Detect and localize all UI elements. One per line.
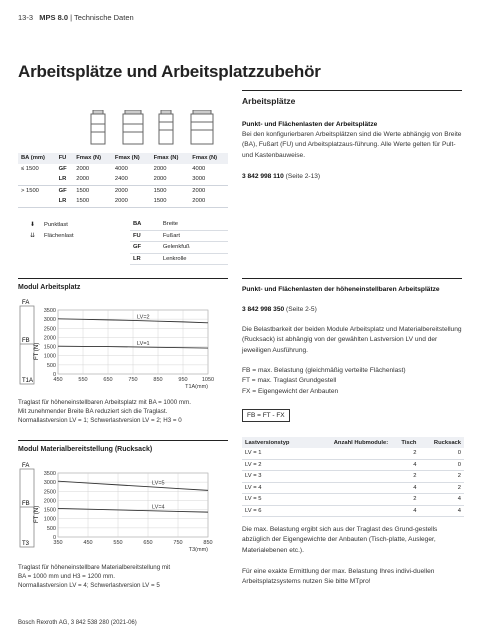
ylabel: FT (N) <box>34 342 40 360</box>
cell <box>310 505 391 517</box>
cell: 2 <box>419 471 464 483</box>
y-tick-label: 3000 <box>43 480 56 487</box>
x-tick-label: 750 <box>173 540 183 546</box>
y-tick-label: 3500 <box>43 308 56 314</box>
legend-label: Punktlast <box>44 222 68 228</box>
cell: 2000 <box>151 174 190 185</box>
cell: Fußart <box>160 230 228 242</box>
x-tick-label: 850 <box>153 377 163 383</box>
caption-line: Normallastversion LV = 4; Schwerlastversion LV = 5 <box>18 582 160 589</box>
cell: 2000 <box>112 196 151 207</box>
y-tick-label: 0 <box>52 372 56 378</box>
table-row <box>242 494 464 506</box>
cell: 2000 <box>153 165 167 172</box>
cell: 1500 <box>153 187 167 194</box>
label-t1a: T1A <box>22 378 34 384</box>
col-header: FU <box>56 153 74 164</box>
caption-line: Traglast für höheneinstellbaren Arbeitsplatz mit BA = 1000 mm. <box>18 399 191 406</box>
col-header: Lastversionstyp <box>242 437 310 448</box>
cell: Lenkrolle <box>160 253 228 265</box>
cell: 4 <box>391 482 419 494</box>
heading-modul-arbeitsplatz: Modul Arbeitsplatz <box>18 284 81 291</box>
col-header: Fmax (N) <box>73 153 112 164</box>
caption-line: Mit zunehmender Breite BA reduziert sich die Traglast. <box>18 408 168 415</box>
reference-number: 3 842 998 350 <box>242 306 285 313</box>
x-axis-label: T1A(mm) <box>185 384 208 390</box>
y-tick-label: 2000 <box>43 498 56 505</box>
cell: FU <box>130 230 160 242</box>
table-row <box>242 471 464 483</box>
series-label: LV=4 <box>152 504 165 511</box>
col-header: Rucksack <box>419 437 464 448</box>
y-tick-label: 1500 <box>43 507 56 514</box>
x-tick-label: 850 <box>203 540 213 546</box>
cell <box>310 494 391 506</box>
chart-2 <box>18 459 228 559</box>
page-number: 13-3 <box>18 13 34 22</box>
cell: 3000 <box>189 174 228 185</box>
cell: 4000 <box>114 165 128 172</box>
reference-number: 3 842 998 110 <box>242 173 284 180</box>
formula-box: FB = FT - FX <box>242 409 290 422</box>
section-heading-arbeitsplaetze: Arbeitsplätze <box>242 96 296 106</box>
cell: ≤ 1500 <box>21 165 39 172</box>
table-row <box>130 219 228 230</box>
cell: 2400 <box>112 174 151 185</box>
divider <box>242 90 462 91</box>
table-row <box>18 174 228 185</box>
x-tick-label: 450 <box>53 377 63 383</box>
cell <box>310 448 391 459</box>
cell: 4 <box>391 459 419 471</box>
cell: LR <box>56 196 74 207</box>
cell: LV = 3 <box>242 471 310 483</box>
legend-table <box>130 219 228 265</box>
cell: 4 <box>391 505 419 517</box>
y-tick-label: 2500 <box>43 489 56 496</box>
chart-1 <box>18 296 228 396</box>
point-load-icon: ⬇ <box>30 222 35 228</box>
cell: GF <box>58 165 67 172</box>
y-tick-label: 2500 <box>43 326 56 333</box>
reference-line-2 <box>242 305 317 315</box>
reference-page: (Seite 2-13) <box>285 173 321 180</box>
cell <box>18 174 56 185</box>
divider <box>18 278 228 279</box>
caption-modul1 <box>18 398 191 425</box>
workstation-icon-1 <box>91 110 105 144</box>
reference-page: (Seite 2-5) <box>286 306 317 313</box>
reference-line <box>242 172 320 182</box>
lastversion-table <box>242 437 464 517</box>
table-row <box>242 459 464 471</box>
series-label: LV=5 <box>152 480 165 487</box>
definition-fx: FX = Eigengewicht der Anbauten <box>242 387 339 395</box>
cell <box>310 471 391 483</box>
subheading-height-adjustable: Punkt- und Flächenlasten der höheneinstellbaren Arbeitsplätze <box>242 286 440 293</box>
y-tick-label: 3500 <box>43 471 56 477</box>
cell: 1500 <box>76 187 90 194</box>
cell: 4 <box>419 505 464 517</box>
legend-left <box>30 220 74 242</box>
page-header <box>18 13 134 22</box>
workstation-icon-4 <box>191 110 213 144</box>
y-tick-label: 0 <box>52 535 56 541</box>
cell <box>18 196 56 207</box>
cell: LV = 5 <box>242 494 310 506</box>
series-label: LV=1 <box>137 340 150 347</box>
y-tick-label: 500 <box>46 362 56 369</box>
divider <box>242 278 462 279</box>
cell: 1500 <box>151 196 190 207</box>
table-row <box>130 253 228 265</box>
x-tick-label: 950 <box>178 377 188 383</box>
y-tick-label: 2000 <box>43 335 56 342</box>
cell: GF <box>130 242 160 254</box>
caption-modul2 <box>18 563 170 590</box>
cell: > 1500 <box>21 187 39 194</box>
y-tick-label: 1500 <box>43 344 56 351</box>
cell: 4000 <box>192 165 206 172</box>
cell <box>310 459 391 471</box>
cell: 2000 <box>73 174 112 185</box>
col-header: Fmax (N) <box>112 153 151 164</box>
series-label: LV=2 <box>137 314 150 321</box>
cell <box>310 482 391 494</box>
chart-plot-2 <box>44 471 213 553</box>
table-row <box>130 230 228 242</box>
x-axis-label: T3(mm) <box>188 547 208 553</box>
cell: Breite <box>160 219 228 230</box>
y-tick-label: 1000 <box>43 353 56 360</box>
cell: 2 <box>391 471 419 483</box>
x-tick-label: 350 <box>53 540 63 546</box>
section-name: | Technische Daten <box>70 13 134 22</box>
caption-line: Traglast für höheneinstellbare Materialbereitstellung mit <box>18 564 171 571</box>
paragraph-mtpro: Für eine exakte Ermittlung der max. Belastung Ihres indivi-duellen Arbeitsplatzsystems nutzen Sie bitte MTpro! <box>242 568 435 586</box>
subheading-loads: Punkt- und Flächenlasten der Arbeitsplätze <box>242 121 378 128</box>
table-row <box>18 196 228 207</box>
label-fb: FB <box>22 501 30 507</box>
cell: LR <box>130 253 160 265</box>
table-row <box>130 242 228 254</box>
y-tick-label: 500 <box>46 525 56 532</box>
cell: LV = 1 <box>242 448 310 459</box>
y-tick-label: 3000 <box>43 317 56 324</box>
page-title: Arbeitsplätze und Arbeitsplatzzubehör <box>18 62 321 81</box>
caption-line: BA = 1000 mm und H3 = 1200 mm. <box>18 573 115 580</box>
col-header: Anzahl Hubmodule: <box>310 437 391 448</box>
cell: 2 <box>391 494 419 506</box>
cell: 2000 <box>189 196 228 207</box>
chart-plot-1 <box>44 308 214 390</box>
y-tick-label: 1000 <box>43 516 56 523</box>
legend-label: Flächenlast <box>44 233 74 239</box>
x-tick-label: 550 <box>78 377 88 383</box>
label-t3: T3 <box>22 541 30 547</box>
x-tick-label: 650 <box>143 540 153 546</box>
cell: 2 <box>391 448 419 459</box>
definition-ft: FT = max. Traglast Grundgestell <box>242 377 337 385</box>
col-header: BA (mm) <box>18 153 56 164</box>
x-tick-label: 750 <box>128 377 138 383</box>
cell: 2000 <box>114 187 128 194</box>
cell: LV = 6 <box>242 505 310 517</box>
col-header: Fmax (N) <box>189 153 228 164</box>
x-tick-label: 1050 <box>201 377 215 383</box>
table-row <box>242 505 464 517</box>
schematic-1 <box>20 306 34 384</box>
table-row <box>18 164 228 175</box>
cell: 2000 <box>76 165 90 172</box>
cell: BA <box>130 219 160 230</box>
label-fa: FA <box>22 463 30 469</box>
legend-item <box>30 220 74 231</box>
cell: 1500 <box>73 196 112 207</box>
definition-fb: FB = max. Belastung (gleichmäßig verteilte Flächenlast) <box>242 367 406 374</box>
table-row <box>242 448 464 459</box>
ylabel: FT (N) <box>34 505 40 523</box>
table-row <box>18 185 228 196</box>
x-tick-label: 650 <box>103 377 113 383</box>
schematic-2 <box>20 469 34 547</box>
load-table <box>18 153 228 208</box>
cell: 4 <box>419 494 464 506</box>
col-header: Fmax (N) <box>151 153 190 164</box>
paragraph-loads: Bei den konfigurierbaren Arbeitsplätzen sind die Werte abhängig von Breite (BA), Fußart (FU) und Arbeitsplatzaus-führung. Alle Werte gelten für Pult- und Kastenbauweise. <box>242 131 462 159</box>
cell: 2000 <box>192 187 206 194</box>
col-header: Tisch <box>391 437 419 448</box>
cell: LR <box>56 174 74 185</box>
paragraph-max-load: Die max. Belastung ergibt sich aus der Traglast des Grund-gestells abzüglich der Eigengewichte der Anbauten (Tisch-platte, Ausleger, Materialebenen etc.). <box>242 526 438 554</box>
paragraph-loadability: Die Belastbarkeit der beiden Module Arbeitsplatz und Materialbereitstellung (Rucksack) ist abhängig von der gewählten Lastversion LV und der jeweiligen Ausführung. <box>242 326 462 354</box>
cell: Gelenkfuß <box>160 242 228 254</box>
workstation-illustrations <box>86 110 226 150</box>
cell: GF <box>58 187 67 194</box>
label-fb: FB <box>22 338 30 344</box>
product-name: MPS 8.0 <box>39 13 69 22</box>
legend-item <box>30 231 74 242</box>
cell: 2 <box>419 482 464 494</box>
cell: LV = 2 <box>242 459 310 471</box>
definitions <box>242 366 464 397</box>
page-footer: Bosch Rexroth AG, 3 842 538 280 (2021-06) <box>18 620 137 626</box>
cell: 0 <box>419 459 464 471</box>
cell: LV = 4 <box>242 482 310 494</box>
divider <box>18 440 228 441</box>
caption-line: Normallastversion LV = 1; Schwerlastversion LV = 2; H3 = 0 <box>18 417 182 424</box>
cell: 0 <box>419 448 464 459</box>
workstation-icon-3 <box>159 110 173 144</box>
table-row <box>242 482 464 494</box>
heading-modul-rucksack: Modul Materialbereitstellung (Rucksack) <box>18 446 153 453</box>
label-fa: FA <box>22 300 30 306</box>
x-tick-label: 450 <box>83 540 93 546</box>
area-load-icon: ⇊ <box>30 233 35 239</box>
workstation-icon-2 <box>123 110 143 144</box>
x-tick-label: 550 <box>113 540 123 546</box>
